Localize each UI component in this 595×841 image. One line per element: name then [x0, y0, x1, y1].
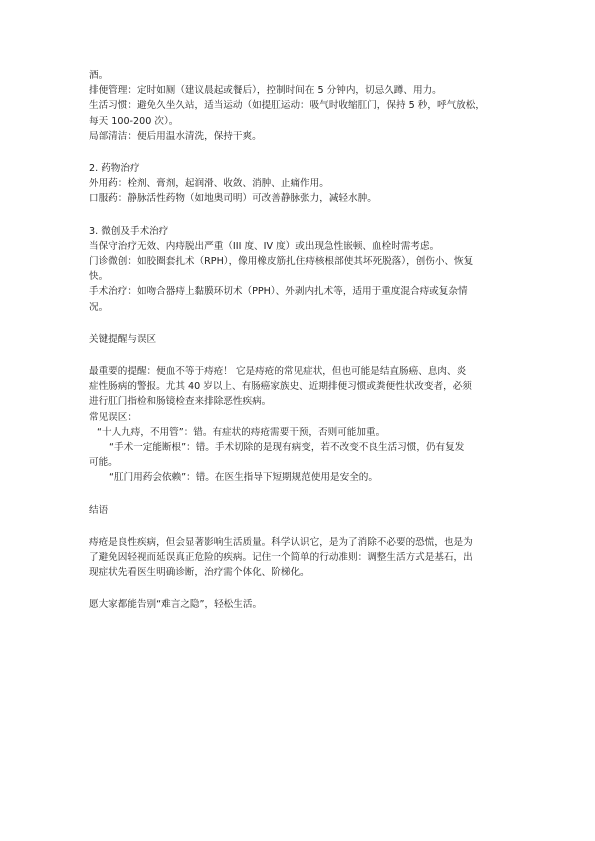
topical-drug-line: 外用药：栓剂、膏剂，起润滑、收敛、消肿、止痛作用。 — [89, 178, 329, 190]
minimally-invasive-line: 门诊微创：如胶圈套扎术（RPH），像用橡皮筋扎住痔核根部使其坏死脱落），创伤小、恢复 — [89, 256, 474, 268]
conclusion-line-2: 了避免因轻视而延误真正危险的疾病。记住一个简单的行动准则：调整生活方式是基石，出 — [89, 552, 473, 564]
local-cleaning-line: 局部清洁：便后用温水清洗，保持干爽。 — [89, 130, 262, 142]
surgical-treatment-line-cont: 况。 — [89, 301, 109, 313]
surgery-indication-line: 当保守治疗无效、内痔脱出严重（III 度、IV 度）或出现急性嵌顿、血栓时需考虑。 — [89, 240, 440, 252]
key-reminder-line: 最重要的提醒：便血不等于痔疮！ 它是痔疮的常见症状，但也可能是结直肠癌、息肉、炎 — [89, 366, 467, 378]
minimally-invasive-line-cont: 快。 — [89, 271, 109, 283]
lifestyle-line-cont: 每天 100-200 次）。 — [89, 115, 179, 127]
bowel-management-line: 排便管理：定时如厕（建议晨起或餐后），控制时间在 5 分钟内，切忌久蹲、用力。 — [89, 85, 442, 97]
section-heading-reminders: 关键提醒与误区 — [89, 333, 157, 345]
section-heading-medication: 2. 药物治疗 — [89, 163, 140, 175]
myth-item-3: “肛门用药会依赖”：错。在医生指导下短期规范使用是安全的。 — [109, 472, 378, 484]
key-reminder-line-3: 进行肛门指检和肠镜检查来排除恶性疾病。 — [89, 396, 272, 408]
closing-wish-line: 愿大家都能告别“难言之隐”，轻松生活。 — [89, 599, 263, 611]
document-body — [89, 68, 507, 613]
surgical-treatment-line: 手术治疗：如吻合器痔上黏膜环切术（PPH）、外剥内扎术等，适用于重度混合痔或复杂情 — [89, 286, 468, 298]
section-heading-conclusion: 结语 — [89, 504, 109, 516]
lifestyle-line: 生活习惯：避免久坐久站，适当运动（如提肛运动：吸气时收缩肛门，保持 5 秒，呼气放松， — [89, 100, 485, 112]
paragraph-line: 酒。 — [89, 70, 109, 81]
conclusion-line-1: 痔疮是良性疾病，但会显著影响生活质量。科学认识它，是为了消除不必要的恐慌，也是为 — [89, 536, 473, 548]
section-heading-surgery: 3. 微创及手术治疗 — [89, 225, 169, 237]
myth-item-2: “手术一定能断根”：错。手术切除的是现有病变，若不改变不良生活习惯，仍有复发 — [109, 442, 465, 454]
key-reminder-line-2: 症性肠病的警报。尤其 40 岁以上、有肠癌家族史、近期排便习惯或粪便性状改变者，必须 — [89, 381, 472, 393]
myth-item-1: “十人九痔，不用管”：错。有症状的痔疮需要干预，否则可能加重。 — [97, 426, 386, 438]
common-myths-label: 常见误区： — [89, 411, 137, 423]
conclusion-line-3: 现症状先看医生明确诊断，治疗需个体化、阶梯化。 — [89, 567, 310, 579]
oral-drug-line: 口服药：静脉活性药物（如地奥司明）可改善静脉张力，减轻水肿。 — [89, 193, 377, 205]
myth-item-2-cont: 可能。 — [89, 457, 118, 469]
